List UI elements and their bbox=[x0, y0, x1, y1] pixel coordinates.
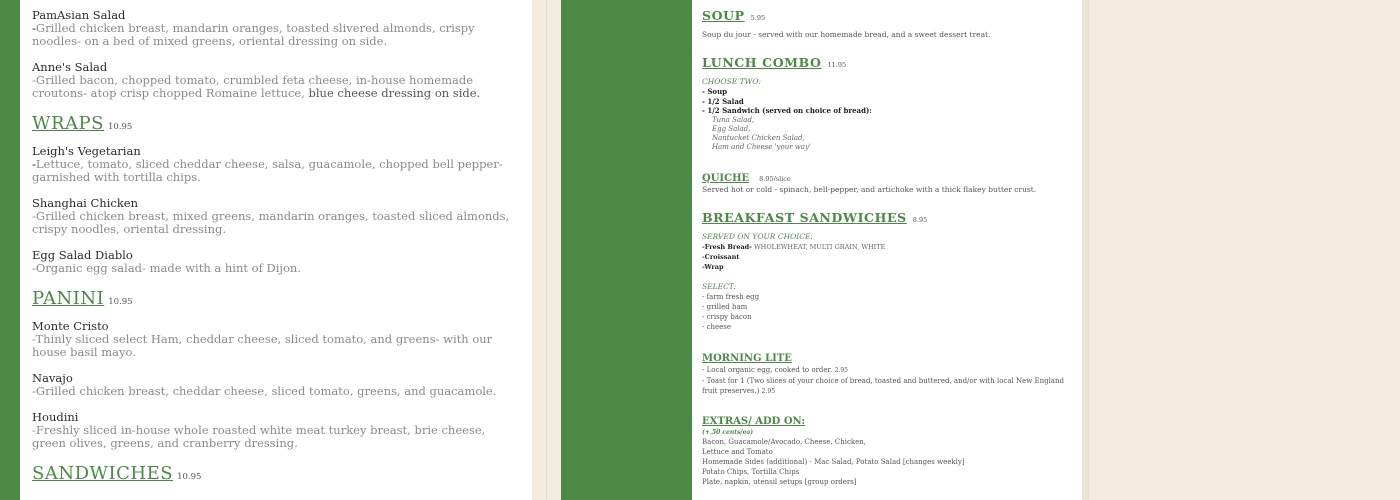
extras-line: Bacon, Guacamole/Avocado, Cheese, Chicken, bbox=[702, 437, 867, 446]
extras-line: Potato Chips, Tortilla Chips bbox=[702, 467, 800, 476]
bread-option: -Wrap bbox=[702, 262, 724, 271]
section-title: LUNCH COMBO bbox=[702, 55, 822, 70]
extras-line: Plate, napkin, utensil setups [group orders] bbox=[702, 477, 857, 486]
served-label: SERVED ON YOUR CHOICE: bbox=[702, 231, 813, 241]
sandwich-choice: Egg Salad, bbox=[712, 124, 751, 133]
section-heading-wraps bbox=[32, 113, 520, 134]
item-name: PamAsian Salad bbox=[32, 8, 126, 22]
filling-option: - farm fresh egg bbox=[702, 292, 760, 301]
section-price: 10.95 bbox=[177, 472, 202, 482]
menu-item bbox=[32, 320, 520, 359]
section-price: 8.95 bbox=[912, 215, 928, 224]
section-title: EXTRAS/ ADD ON: bbox=[702, 415, 806, 427]
page-gap bbox=[532, 0, 561, 500]
item-name: Monte Cristo bbox=[32, 319, 109, 333]
section-price: 11.95 bbox=[827, 61, 847, 69]
left-green-strip bbox=[0, 0, 20, 500]
section-title: WRAPS bbox=[32, 113, 104, 134]
item-name: Leigh's Vegetarian bbox=[32, 144, 141, 158]
item-name: Navajo bbox=[32, 371, 73, 385]
section-heading-sandwiches bbox=[32, 463, 520, 484]
filling-option: - grilled ham bbox=[702, 302, 748, 311]
combo-option: - 1/2 Sandwich (served on choice of bread): bbox=[702, 106, 872, 115]
section-price: 5.95 bbox=[750, 14, 766, 22]
item-description: -Thinly sliced select Ham, cheddar cheese, sliced tomato, and greens- with our house basil mayo. bbox=[32, 332, 493, 359]
right-menu-panel bbox=[692, 0, 1082, 500]
select-label: SELECT: bbox=[702, 281, 737, 291]
item-description: -Grilled chicken breast, cheddar cheese, sliced tomato, greens, and guacamole. bbox=[32, 384, 497, 398]
left-menu-panel bbox=[20, 0, 532, 500]
choose-label: CHOOSE TWO: bbox=[702, 77, 761, 86]
item-name: Anne's Salad bbox=[32, 60, 108, 74]
menu-item bbox=[32, 61, 520, 100]
menu-item bbox=[32, 249, 520, 275]
menu-item bbox=[32, 372, 520, 398]
section-price: 10.95 bbox=[108, 297, 133, 307]
item-description: -Lettuce, tomato, sliced cheddar cheese, salsa, guacamole, chopped bell pepper- garnished with tortilla chips. bbox=[32, 157, 503, 184]
item-name: Shanghai Chicken bbox=[32, 196, 139, 210]
section-title: SANDWICHES bbox=[32, 463, 174, 484]
morning-lite-section bbox=[702, 346, 1072, 397]
sandwich-choice: Ham and Cheese 'your way' bbox=[712, 142, 811, 151]
section-title: MORNING LITE bbox=[702, 352, 792, 364]
sandwich-choice: Tuna Salad, bbox=[712, 115, 755, 124]
menu-item bbox=[32, 145, 520, 184]
divider bbox=[546, 0, 547, 500]
section-title: BREAKFAST SANDWICHES bbox=[702, 209, 907, 225]
bread-option: -Croissant bbox=[702, 252, 740, 261]
extras-line: Homemade Sides (additional) - Mac Salad, Potato Salad [changes weekly] bbox=[702, 457, 965, 466]
menu-item bbox=[32, 197, 520, 236]
combo-option: - Soup bbox=[702, 87, 728, 96]
item-description: -Freshly sliced in-house whole roasted white meat turkey breast, brie cheese, green olives, greens, and cranberry dressing. bbox=[32, 423, 486, 450]
quiche-section bbox=[702, 166, 1072, 195]
section-title: PANINI bbox=[32, 288, 105, 309]
breakfast-section bbox=[702, 207, 1072, 332]
item-description: -Grilled chicken breast, mandarin oranges, toasted slivered almonds, crispy noodles- on a bed of mixed greens, oriental dressing on side. bbox=[32, 21, 475, 48]
right-edge-strip bbox=[1082, 0, 1089, 500]
item-name: Houdini bbox=[32, 410, 79, 424]
item-description: -Grilled chicken breast, mixed greens, mandarin oranges, toasted sliced almonds, crispy noodles, oriental dressing. bbox=[32, 209, 510, 236]
menu-item bbox=[32, 411, 520, 450]
extras-line: Lettuce and Tomato bbox=[702, 447, 773, 456]
soup-description: Soup du jour - served with our homemade bread, and a sweet dessert treat. bbox=[702, 30, 991, 39]
extras-section bbox=[702, 409, 1072, 487]
sandwich-choice: Nantucket Chicken Salad, bbox=[712, 133, 805, 142]
lite-item: - Toast for 1 (Two slices of your choice of bread, toasted and buttered, and/or with local New England fruit preserves.) 2.95 bbox=[702, 376, 1064, 395]
filling-option: - cheese bbox=[702, 322, 732, 331]
bread-option: -Fresh Bread- WHOLEWHEAT, MULTI GRAIN, WHITE bbox=[702, 242, 886, 251]
section-heading-panini bbox=[32, 288, 520, 309]
middle-green-strip bbox=[561, 0, 692, 500]
soup-section bbox=[702, 5, 1072, 40]
item-name: Egg Salad Diablo bbox=[32, 248, 133, 262]
section-price: 10.95 bbox=[108, 122, 133, 132]
lite-item: - Local organic egg, cooked to order. 2.95 bbox=[702, 365, 848, 374]
section-title: SOUP bbox=[702, 8, 745, 23]
combo-option: - 1/2 Salad bbox=[702, 96, 744, 106]
lunch-combo-section bbox=[702, 52, 1072, 152]
filling-option: - crispy bacon bbox=[702, 312, 752, 321]
section-title: QUICHE bbox=[702, 172, 750, 184]
menu-item bbox=[32, 9, 520, 48]
quiche-description: Served hot or cold - spinach, bell-pepper, and artichoke with a thick flakey butter crust. bbox=[702, 184, 1037, 194]
section-price: 8.95/slice bbox=[759, 174, 791, 183]
extras-note: (+.50 cents/ea) bbox=[702, 428, 754, 436]
item-description: -Organic egg salad- made with a hint of Dijon. bbox=[32, 261, 301, 275]
item-description: -Grilled bacon, chopped tomato, crumbled feta cheese, in-house homemade croutons- atop crisp chopped Romaine lettuce, blue cheese dressing on side. bbox=[32, 73, 481, 100]
